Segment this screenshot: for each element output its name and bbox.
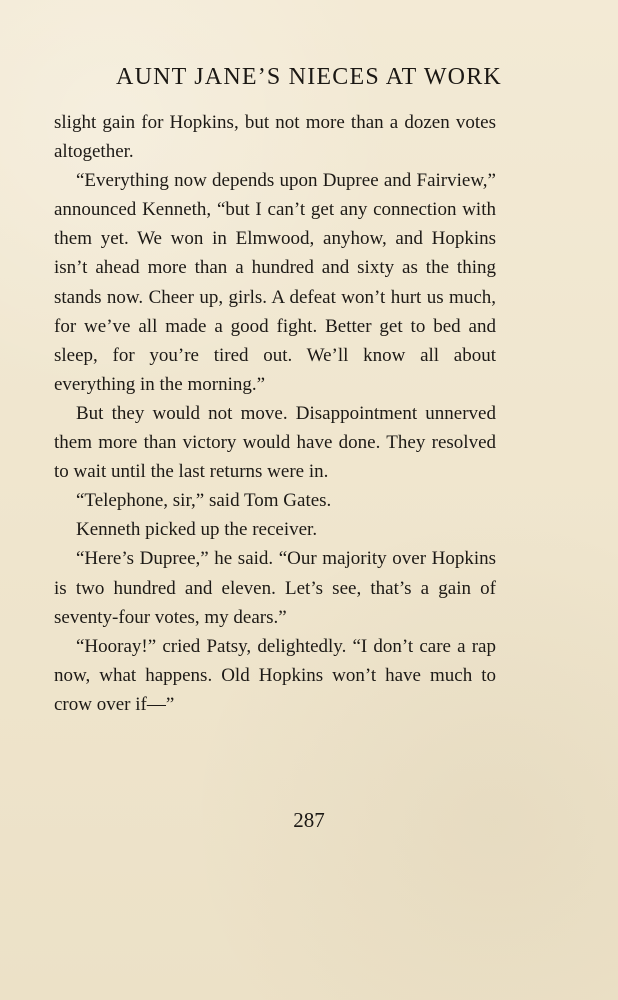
paragraph-3: But they would not move. Disappointment unnerved them more than victory would have done. They resolved to wait until the last returns were in. bbox=[54, 402, 496, 483]
paragraph-4: “Telephone, sir,” said Tom Gates. bbox=[76, 490, 332, 512]
paragraph-2: “Everything now depends upon Dupree and Fairview,” announced Kenneth, “but I can’t get any connection with them yet. We won in Elmwood, anyhow, and Hopkins isn’t ahead more than a hundred and sixty as the thing stands now. Cheer up, girls. A defeat won’t hurt us much, for we’ve all made a good fight. Better get to bed and sleep, for you’re tired out. We’ll know all about everything in the morning.” bbox=[54, 170, 496, 395]
paragraph-7: “Hooray!” cried Patsy, delightedly. “I don’t care a rap now, what happens. Old Hopkins won’t have much to crow over if—” bbox=[54, 635, 496, 715]
paragraph-6: “Here’s Dupree,” he said. “Our majority over Hopkins is two hundred and eleven. Let’s see, that’s a gain of seventy-four votes, my dears.” bbox=[54, 548, 496, 628]
paragraph-5: Kenneth picked up the receiver. bbox=[76, 519, 318, 541]
page-body bbox=[54, 108, 496, 719]
running-head: AUNT JANE’S NIECES AT WORK bbox=[116, 64, 502, 90]
page-number: 287 bbox=[293, 808, 325, 832]
paragraph-1: slight gain for Hopkins, but not more than a dozen votes altogether. bbox=[54, 112, 496, 163]
